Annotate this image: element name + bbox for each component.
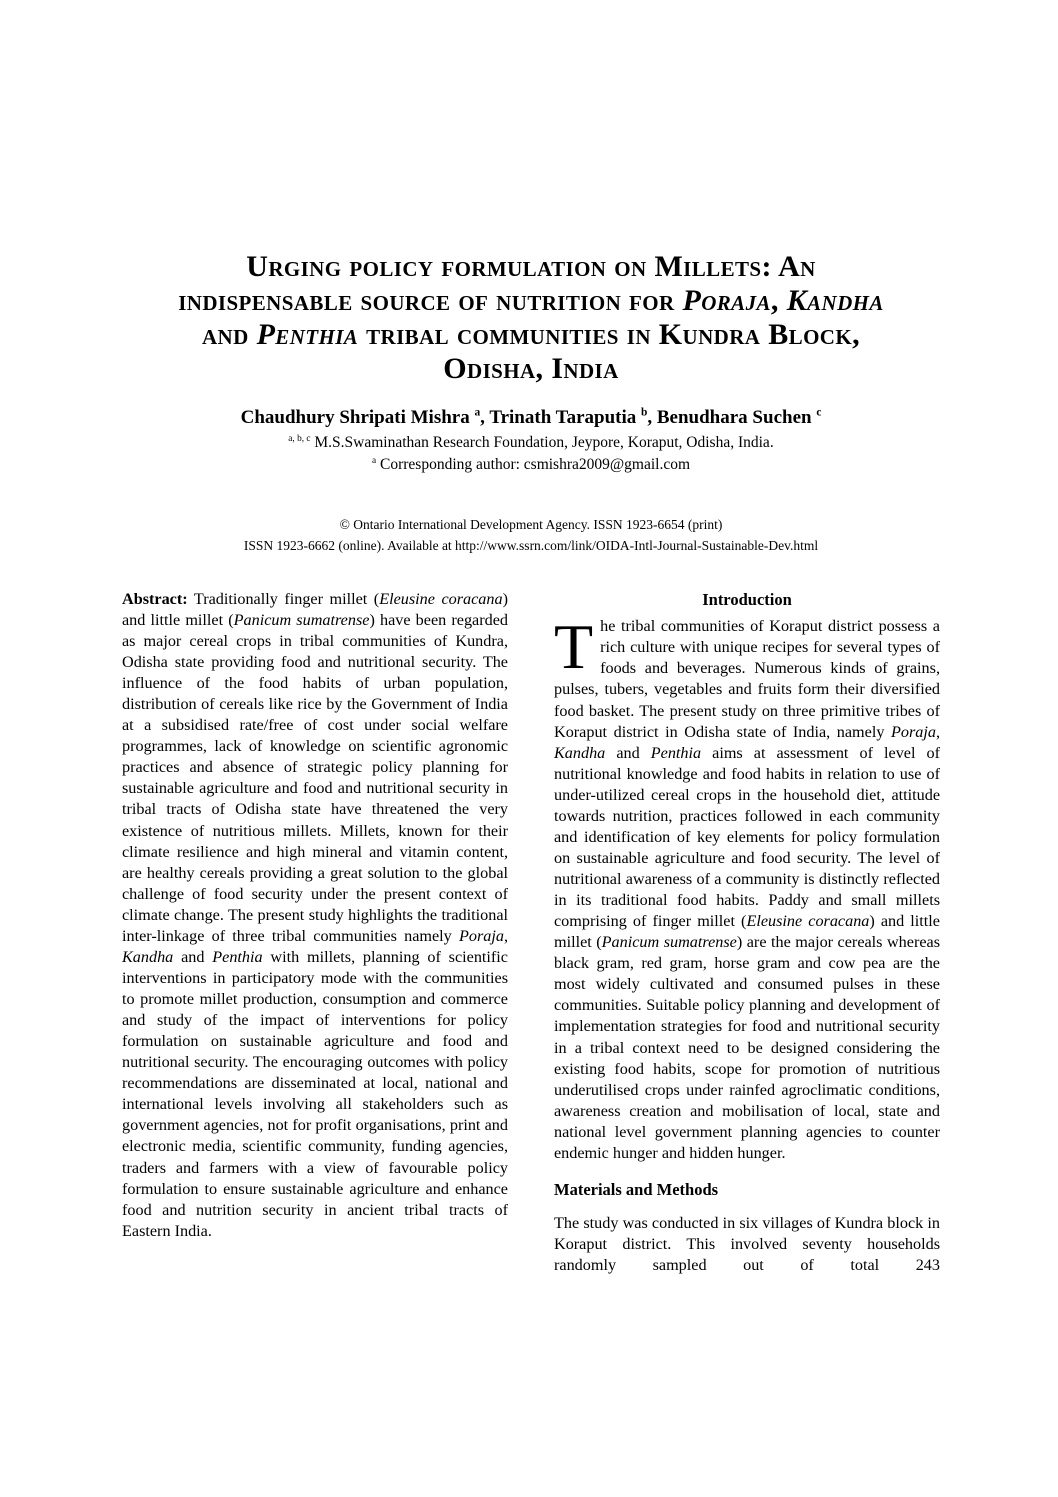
copyright-line-2: ISSN 1923-6662 (online). Available at http://www.ssrn.com/link/OIDA-Intl-Journal-Sustainable-Dev.html — [243, 537, 819, 553]
authors-line — [122, 407, 940, 430]
author-superscript: b — [641, 406, 648, 419]
tribe-name: Penthia — [650, 743, 702, 762]
corresponding-superscript: a — [371, 456, 377, 467]
tribe-name: Poraja — [458, 926, 504, 945]
title-text: Urging policy formulation on Millets: An — [246, 250, 816, 283]
author-superscript: c — [816, 406, 822, 419]
text-segment: , — [935, 722, 940, 741]
drop-cap: T — [554, 611, 594, 683]
tribe-name: Poraja — [890, 722, 936, 741]
title-line-4 — [122, 352, 940, 386]
latin-name: Eleusine coracana — [379, 589, 503, 608]
text-segment: Traditionally finger millet ( — [187, 589, 380, 608]
author-superscript: a — [474, 406, 481, 419]
tribe-name: Penthia — [256, 317, 359, 351]
two-column-body — [122, 589, 940, 1277]
title-line-2 — [122, 284, 940, 318]
corresponding-author-line — [122, 455, 940, 475]
tribe-name: Penthia — [212, 947, 263, 966]
title-text: , — [770, 283, 787, 317]
title-line-3 — [122, 318, 940, 352]
text-segment: he tribal communities of Koraput district possess a rich culture with unique recipes for several types of foods and beverages. Numerous kinds of grains, pulses, tubers, vegetables and fruits form their diversified food basket. The present study on three primitive tribes of Koraput district in Odisha state of India, namely — [554, 617, 940, 741]
latin-name: Panicum sumatrense — [601, 933, 737, 952]
introduction-paragraph — [554, 611, 941, 1164]
corresponding-text: Corresponding author: csmishra2009@gmail.com — [376, 456, 691, 474]
tribe-name: Kandha — [786, 283, 884, 317]
text-segment: aims at assessment of level of nutritional knowledge and food habits in relation to use of under-utilized cereal crops in the household diet, attitude towards nutrition, practices followed in each community and identification of key elements for policy formulation on sustainable agriculture and food security. The level of nutritional awareness of a community is distinctly reflected in its traditional food habits. Paddy and small millets comprising of finger millet ( — [554, 743, 940, 931]
title-text: Odisha, India — [443, 351, 619, 385]
title-text: tribal communities in Kundra Block, — [358, 317, 861, 351]
abstract-paragraph — [122, 589, 508, 1242]
right-column — [554, 589, 940, 1277]
affiliation-text: M.S.Swaminathan Research Foundation, Jeypore, Koraput, Odisha, India. — [310, 434, 774, 452]
tribe-name: Kandha — [554, 743, 606, 762]
affiliation-superscript: a, b, c — [288, 434, 311, 445]
copyright-line-1: © Ontario International Development Agency. ISSN 1923-6654 (print) — [339, 517, 723, 533]
introduction-heading: Introduction — [702, 589, 792, 609]
title-line-1 — [122, 250, 940, 284]
text-segment: ) have been regarded as major cereal crops in tribal communities of Kundra, Odisha state providing food and nutritional security. The influence of the food habits of urban population, distribution of cereals like rice by the Government of India at a subsidised rate/free of cost under social welfare programmes, lack of knowledge on scientific agronomic practices and absence of strategic policy planning for sustainable agriculture and food and nutritional security in tribal tracts of Odisha state have threatened the very existence of nutritious millets. Millets, known for their climate resilience and high mineral and vitamin content, are healthy cereals providing a great solution to the global challenge of food security under the present context of climate change. The present study highlights the traditional inter-linkage of three tribal communities namely — [122, 610, 508, 945]
paper-title — [122, 250, 940, 386]
author-name: Chaudhury Shripati Mishra — [240, 406, 475, 428]
latin-name: Eleusine coracana — [746, 912, 870, 931]
title-text: indispensable source of nutrition for — [178, 283, 683, 317]
author-name: , Trinath Taraputia — [480, 406, 642, 428]
materials-methods-paragraph: The study was conducted in six villages of Kundra block in Koraput district. This involved seventy households randomly sampled out of total 243 — [554, 1214, 940, 1275]
materials-methods-heading: Materials and Methods — [554, 1179, 719, 1199]
text-segment: ) and little millet ( — [122, 589, 508, 629]
abstract-label: Abstract: — [122, 589, 188, 608]
tribe-name: Kandha — [122, 947, 174, 966]
text-segment: and — [605, 743, 651, 762]
title-text: and — [201, 317, 257, 351]
text-segment: , — [503, 926, 508, 945]
text-segment: ) are the major cereals whereas black gram, red gram, horse gram and cow pea are the most widely cultivated and consumed pulses in these communities. Suitable policy planning and development of implementation strategies for food and nutritional security in a tribal context need to be designed considering the existing food habits, scope for promotion of nutritious underutilised crops under rainfed agroclimatic conditions, awareness creation and mobilisation of local, state and national level government planning agencies to counter endemic hunger and hidden hunger. — [554, 933, 941, 1162]
text-segment: ) and little millet ( — [554, 912, 940, 952]
tribe-name: Poraja — [682, 283, 771, 317]
text-segment: with millets, planning of scientific interventions in participatory mode with the communities to promote millet production, consumption and commerce and study of the impact of interventions for policy formulation on sustainable agriculture and food and nutritional security. The encouraging outcomes with policy recommendations are disseminated at local, national and international levels involving all stakeholders such as government agencies, not for profit organisations, print and electronic media, scientific community, funding agencies, traders and farmers with a view of favourable policy formulation to ensure sustainable agriculture and enhance food and nutrition security in ancient tribal tracts of Eastern India. — [122, 947, 508, 1240]
copyright-block — [122, 515, 940, 557]
author-name: , Benudhara Suchen — [647, 406, 817, 428]
affiliation-line — [122, 433, 940, 453]
text-segment: and — [173, 947, 213, 966]
left-column — [122, 589, 508, 1277]
latin-name: Panicum sumatrense — [233, 610, 370, 629]
